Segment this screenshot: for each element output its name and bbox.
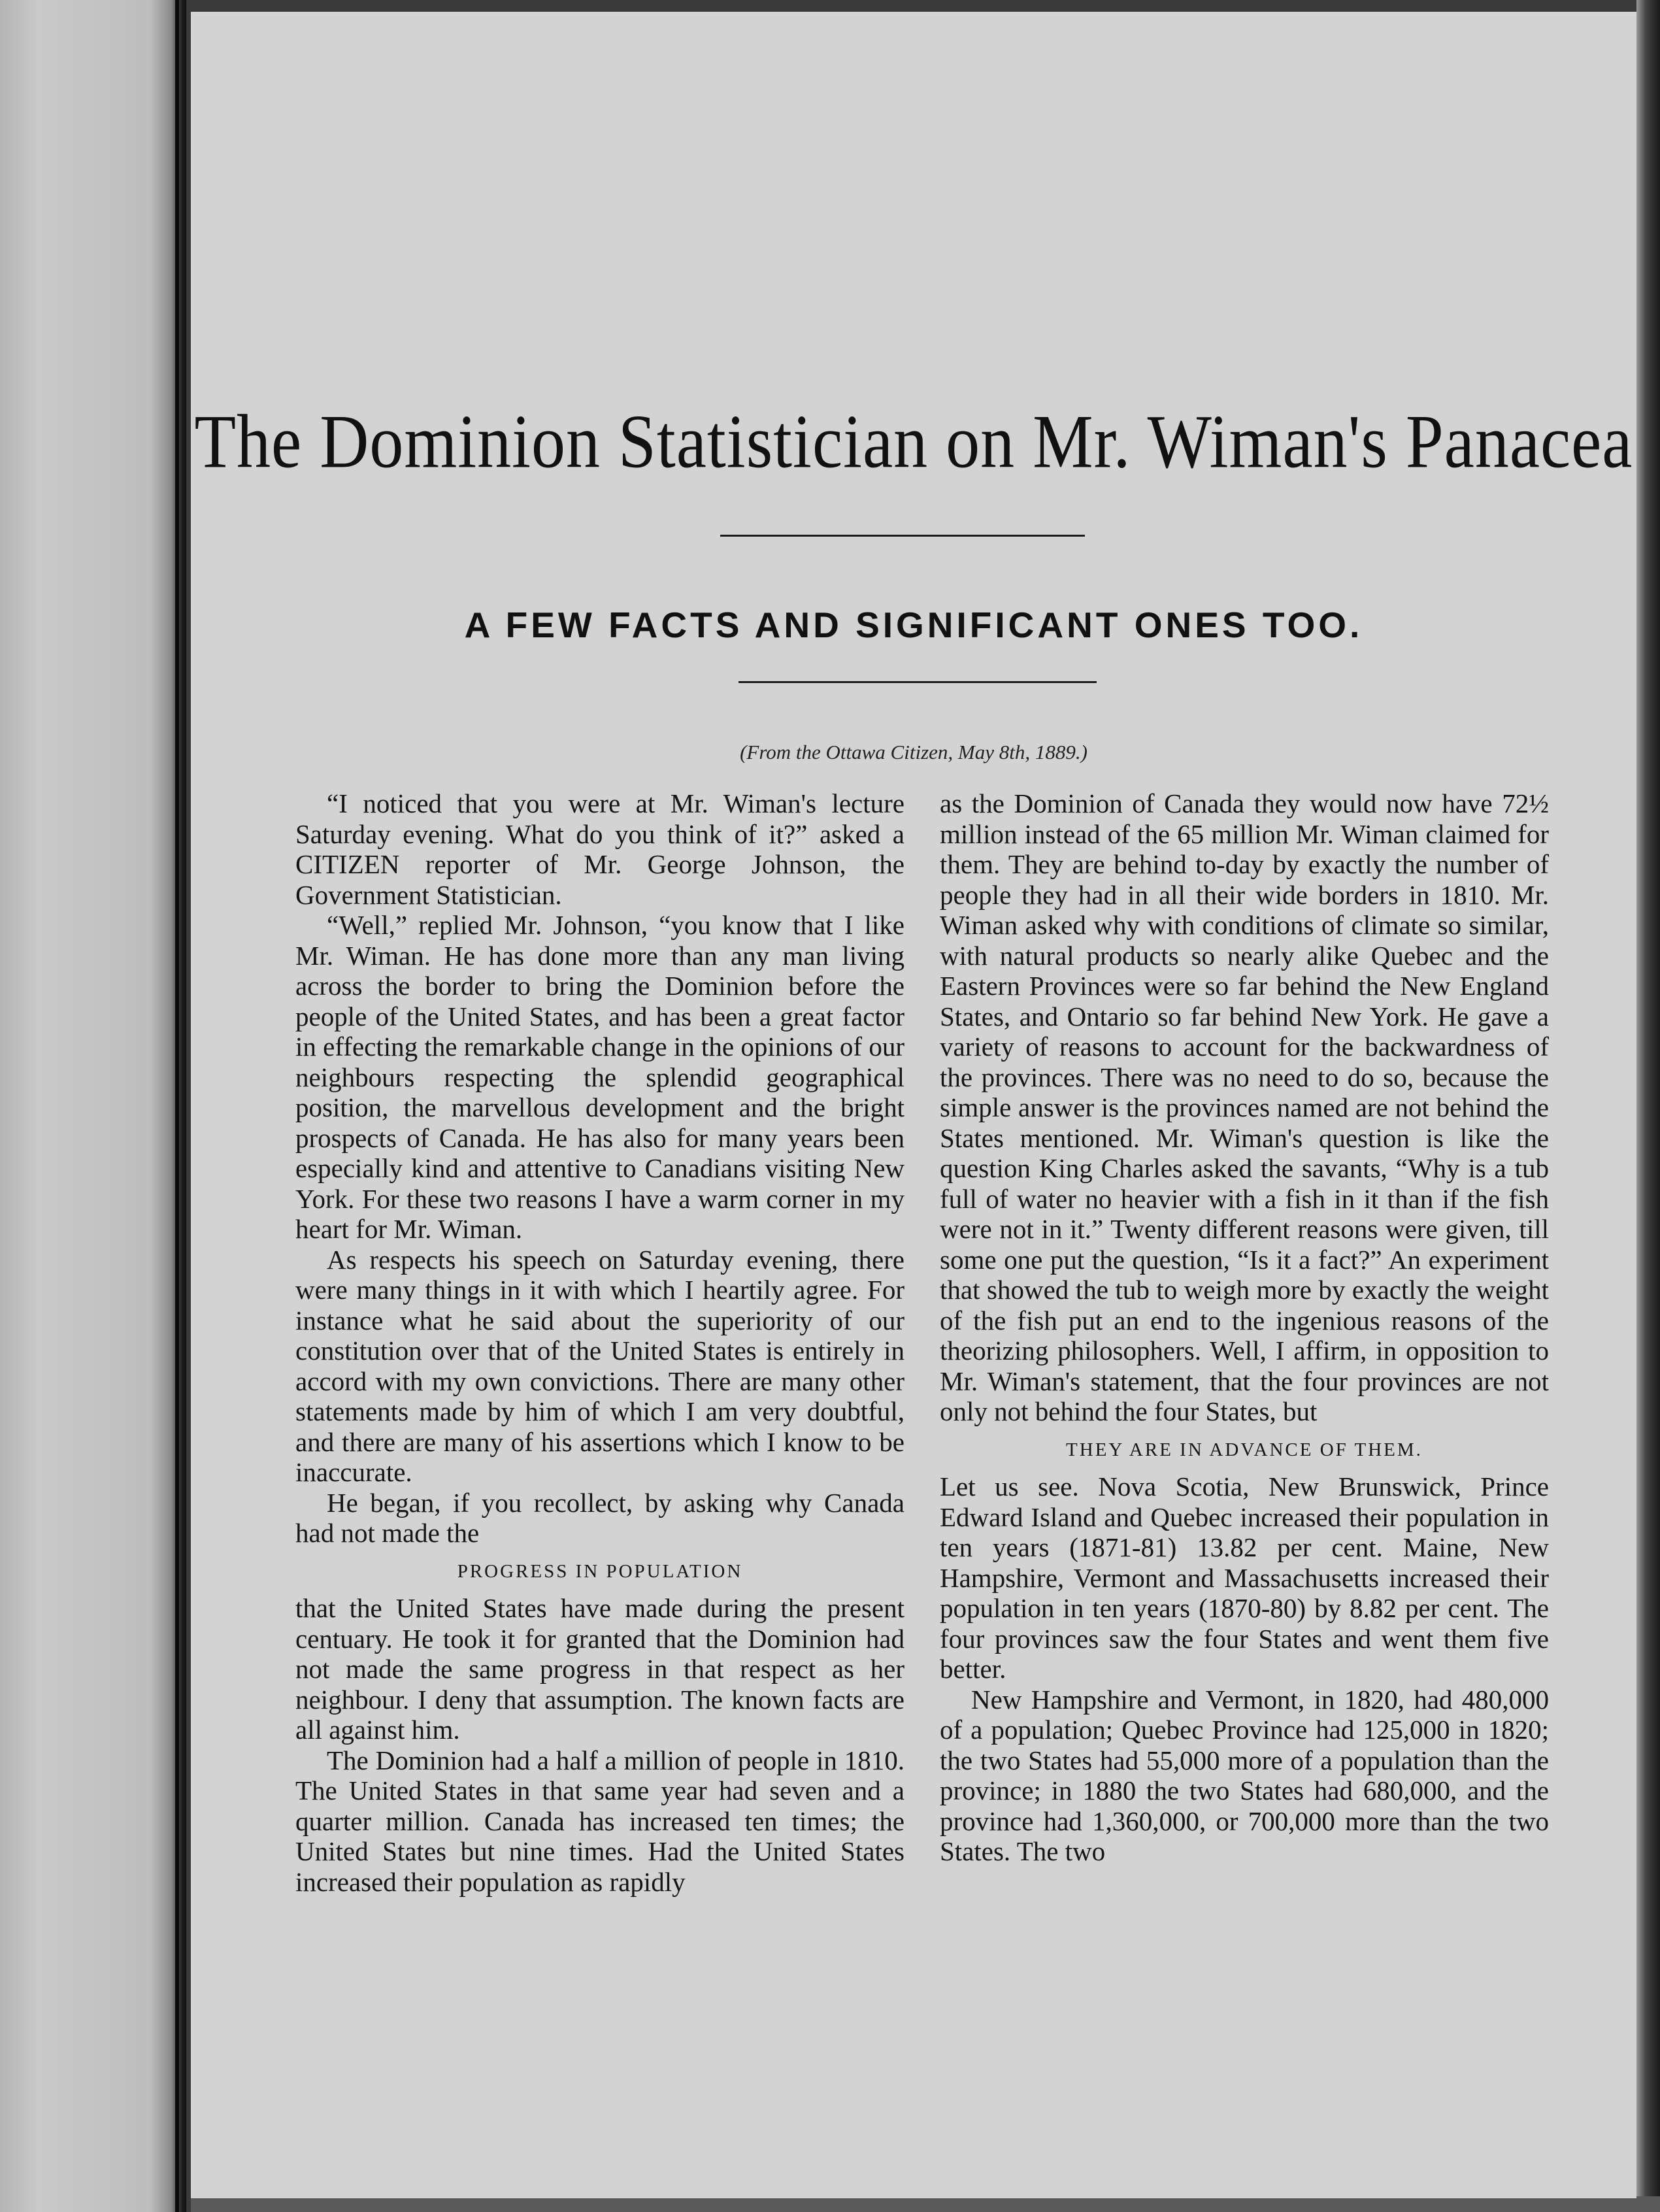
paragraph: “Well,” replied Mr. Johnson, “you know that I like Mr. Wiman. He has done more than any man living across the border to bring the Dominion before the people of the United States, and has been a great factor in effecting the remarkable change in the opinions of our neighbours respecting the splendid geographical position, the marvellous development and the bright prospects of Canada. He has also for many years been especially kind and attentive to Canadians visiting New York. For these two reasons I have a warm corner in my heart for Mr. Wiman. [295,910,905,1244]
paragraph: “I noticed that you were at Mr. Wiman's lecture Saturday evening. What do you think of it?” asked a CITIZEN reporter of Mr. George Johnson, the Government Statistician. [295,788,905,910]
document-page [191,12,1636,2198]
paragraph: that the United States have made during the present centuary. He took it for granted that the Dominion had not made the same progress in that respect as her neighbour. I deny that assumption. The known facts are all against him. [295,1593,905,1745]
article-subtitle: A FEW FACTS AND SIGNIFICANT ONES TOO. [464,605,1363,645]
paragraph: The Dominion had a half a million of people in 1810. The United States in that same year had seven and a quarter million. Canada has increased ten times; the United States but nine times. Had the United States increased their population as rapidly [295,1745,905,1897]
paragraph: Let us see. Nova Scotia, New Brunswick, Prince Edward Island and Quebec increased their population in ten years (1871-81) 13.82 per cent. Maine, New Hampshire, Vermont and Massachusetts increased their population in ten years (1870-80) by 8.82 per cent. The four provinces saw the four States and went them five better. [940,1471,1549,1684]
page-right-edge [1636,0,1660,2212]
binding-spine [0,0,186,2212]
section-heading: PROGRESS IN POPULATION [457,1560,743,1582]
section-heading: THEY ARE IN ADVANCE OF THEM. [1066,1439,1423,1460]
source-citation: (From the Ottawa Citizen, May 8th, 1889.) [740,741,1087,763]
column-right [940,788,1549,1867]
article-title: The Dominion Statistician on Mr. Wiman's Panacea [194,399,1633,484]
page-bottom-edge [191,2196,1660,2212]
paragraph: New Hampshire and Vermont, in 1820, had 480,000 of a population; Quebec Province had 125,000 in 1820; the two States had 55,000 more of a population than the province; in 1880 the two States had 680,000, and the province had 1,360,000, or 700,000 more than the two States. The two [940,1684,1549,1866]
paragraph: as the Dominion of Canada they would now have 72½ million instead of the 65 million Mr. Wiman claimed for them. They are behind to-day by exactly the number of people they had in all their wide borders in 1810. Mr. Wiman asked why with conditions of climate so similar, with natural products so nearly alike Quebec and the Eastern Provinces were so far behind the New England States, and Ontario so far behind New York. He gave a variety of reasons to account for the backwardness of the provinces. There was no need to do so, because the simple answer is the provinces named are not behind the States mentioned. Mr. Wiman's question is like the question King Charles asked the savants, “Why is a tub full of water no heavier with a fish in it than if the fish were not in it.” Twenty different reasons were given, till some one put the question, “Is it a fact?” An experiment that showed the tub to weigh more by exactly the weight of the fish put an end to the ingenious reasons of the theorizing philosophers. Well, I affirm, in opposition to Mr. Wiman's statement, that the four provinces are not only not behind the four States, but [940,788,1549,1426]
paragraph: As respects his speech on Saturday evening, there were many things in it with which I heartily agree. For instance what he said about the superiority of our constitution over that of the United States is entirely in accord with my own convictions. There are many other statements made by him of which I am very doubtful, and there are many of his assertions which I know to be inaccurate. [295,1244,905,1487]
spine-edge [175,0,179,2212]
paragraph: He began, if you recollect, by asking why Canada had not made the [295,1487,905,1548]
subtitle-divider [739,681,1097,683]
column-left [295,788,905,1897]
title-divider [720,535,1085,537]
